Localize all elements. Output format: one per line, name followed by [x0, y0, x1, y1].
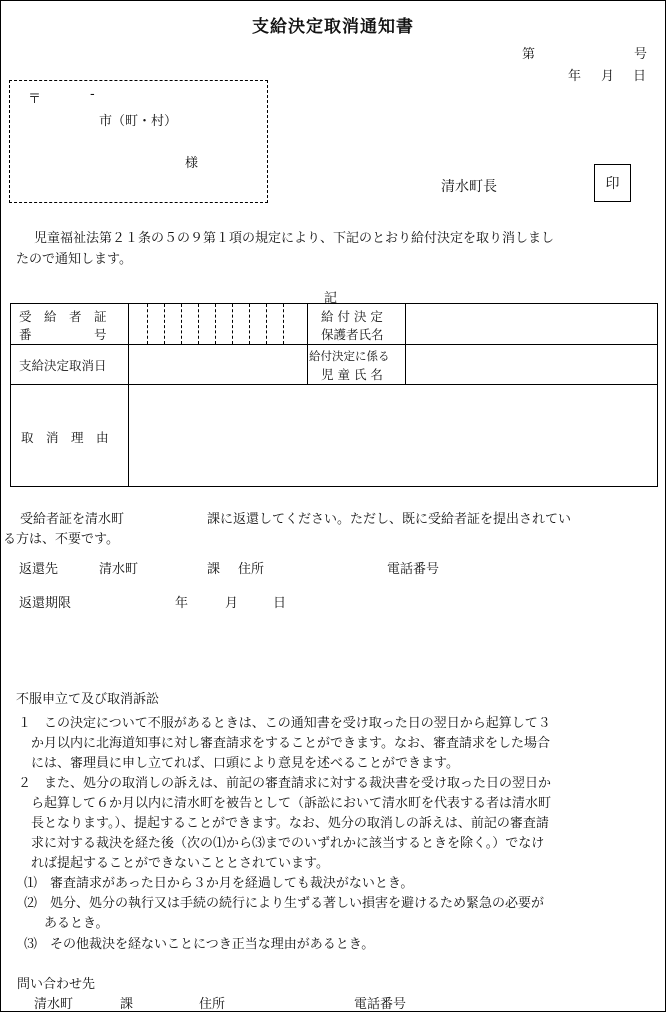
row-divider	[11, 384, 657, 385]
return-deadline-label: 返還期限	[19, 596, 72, 611]
appeal-heading: 不服申立て及び取消訴訟	[16, 692, 160, 707]
row-divider	[11, 344, 657, 345]
return-dest-phone: 電話番号	[387, 562, 440, 577]
city-label: 市（町・村）	[99, 114, 178, 129]
return-dest-address: 住所	[238, 562, 265, 577]
col-divider	[307, 304, 308, 384]
intro-line-2: たので通知します。	[16, 252, 132, 267]
postal-mark: 〒	[28, 92, 42, 107]
guardian-label-1: 給 付 決 定	[321, 309, 383, 324]
digit-separator	[198, 304, 199, 344]
ki-label: 記	[324, 291, 338, 306]
return-notice-a: 受給者証を清水町	[20, 512, 125, 527]
contact-town: 清水町	[34, 997, 74, 1012]
digit-separator	[232, 304, 233, 344]
postal-dash: -	[90, 87, 95, 102]
deadline-month: 月	[225, 596, 239, 611]
recipient-address-box	[9, 80, 268, 203]
return-notice-line-2: る方は、不要です。	[3, 532, 119, 547]
child-label-1: 給付決定に係る	[309, 349, 390, 363]
appeal-p2-line-5: れば提起することができないこととされています。	[31, 856, 329, 871]
digit-separator	[181, 304, 182, 344]
return-notice-b: 課に返還してください。ただし、既に受給者証を提出されてい	[207, 512, 572, 527]
digit-separator	[249, 304, 250, 344]
return-dest-label: 返還先	[19, 562, 59, 577]
contact-ka: 課	[120, 997, 134, 1012]
contact-phone: 電話番号	[354, 997, 407, 1012]
guardian-label-2: 保護者氏名	[321, 327, 384, 342]
date-day: 日	[633, 69, 647, 84]
appeal-item-3: ⑶ その他裁決を経ないことにつき正当な理由があるとき。	[24, 937, 375, 952]
cancel-date-label: 支給決定取消日	[19, 358, 107, 373]
digit-separator	[266, 304, 267, 344]
seal-box	[594, 164, 631, 202]
issuer-name: 清水町長	[441, 179, 497, 195]
digit-separator	[215, 304, 216, 344]
cert-number-label-1: 受 給 者 証	[19, 309, 107, 324]
document-title: 支給決定取消通知書	[252, 17, 414, 37]
digit-separator	[164, 304, 165, 344]
child-label-2: 児 童 氏 名	[321, 367, 383, 382]
intro-line-1: 児童福祉法第２１条の５の９第１項の規定により、下記のとおり給付決定を取り消しまし	[34, 231, 555, 246]
appeal-p1-line-3: には、審理員に申し立てれば、口頭により意見を述べることができます。	[31, 756, 459, 771]
col-divider	[128, 304, 129, 486]
reason-label: 取 消 理 由	[21, 430, 109, 445]
appeal-p1-line-2: か月以内に北海道知事に対し審査請求をすることができます。なお、審査請求をした場合	[31, 736, 550, 751]
col-divider	[405, 304, 406, 384]
number-prefix: 第	[522, 47, 536, 62]
contact-heading: 問い合わせ先	[17, 977, 96, 992]
appeal-p2-line-4: 求に対する裁決を経た後（次の⑴から⑶までのいずれかに該当するときを除く。）でなけ	[31, 836, 545, 851]
appeal-p2-line-1: ２ また、処分の取消しの訴えは、前記の審査請求に対する裁決書を受け取った日の翌日か	[18, 776, 552, 791]
appeal-item-2-line-1: ⑵ 処分、処分の執行又は手続の続行により生ずる著しい損害を避けるため緊急の必要が	[24, 896, 545, 911]
number-suffix: 号	[634, 47, 648, 62]
appeal-p1-line-1: １ この決定について不服があるときは、この通知書を受け取った日の翌日から起算して３	[18, 716, 551, 731]
cert-number-label-2: 番 号	[19, 327, 107, 342]
date-month: 月	[601, 69, 615, 84]
contact-address: 住所	[199, 997, 226, 1012]
date-year: 年	[568, 69, 582, 84]
digit-separator	[147, 304, 148, 344]
return-dest-town: 清水町	[99, 562, 139, 577]
appeal-item-1: ⑴ 審査請求があった日から３か月を経過しても裁決がないとき。	[24, 876, 414, 891]
return-dest-ka: 課	[207, 562, 221, 577]
digit-separator	[283, 304, 284, 344]
seal-label: 印	[605, 176, 620, 192]
honorific: 様	[185, 156, 199, 171]
appeal-p2-line-3: 長となります。）、提起することができます。なお、処分の取消しの訴えは、前記の審査請	[31, 816, 549, 831]
deadline-year: 年	[175, 596, 189, 611]
info-table	[10, 303, 658, 487]
appeal-item-2-line-2: あるとき。	[44, 916, 109, 931]
deadline-day: 日	[273, 596, 287, 611]
appeal-p2-line-2: ら起算して６か月以内に清水町を被告として（訴訟において清水町を代表する者は清水町	[31, 796, 552, 811]
